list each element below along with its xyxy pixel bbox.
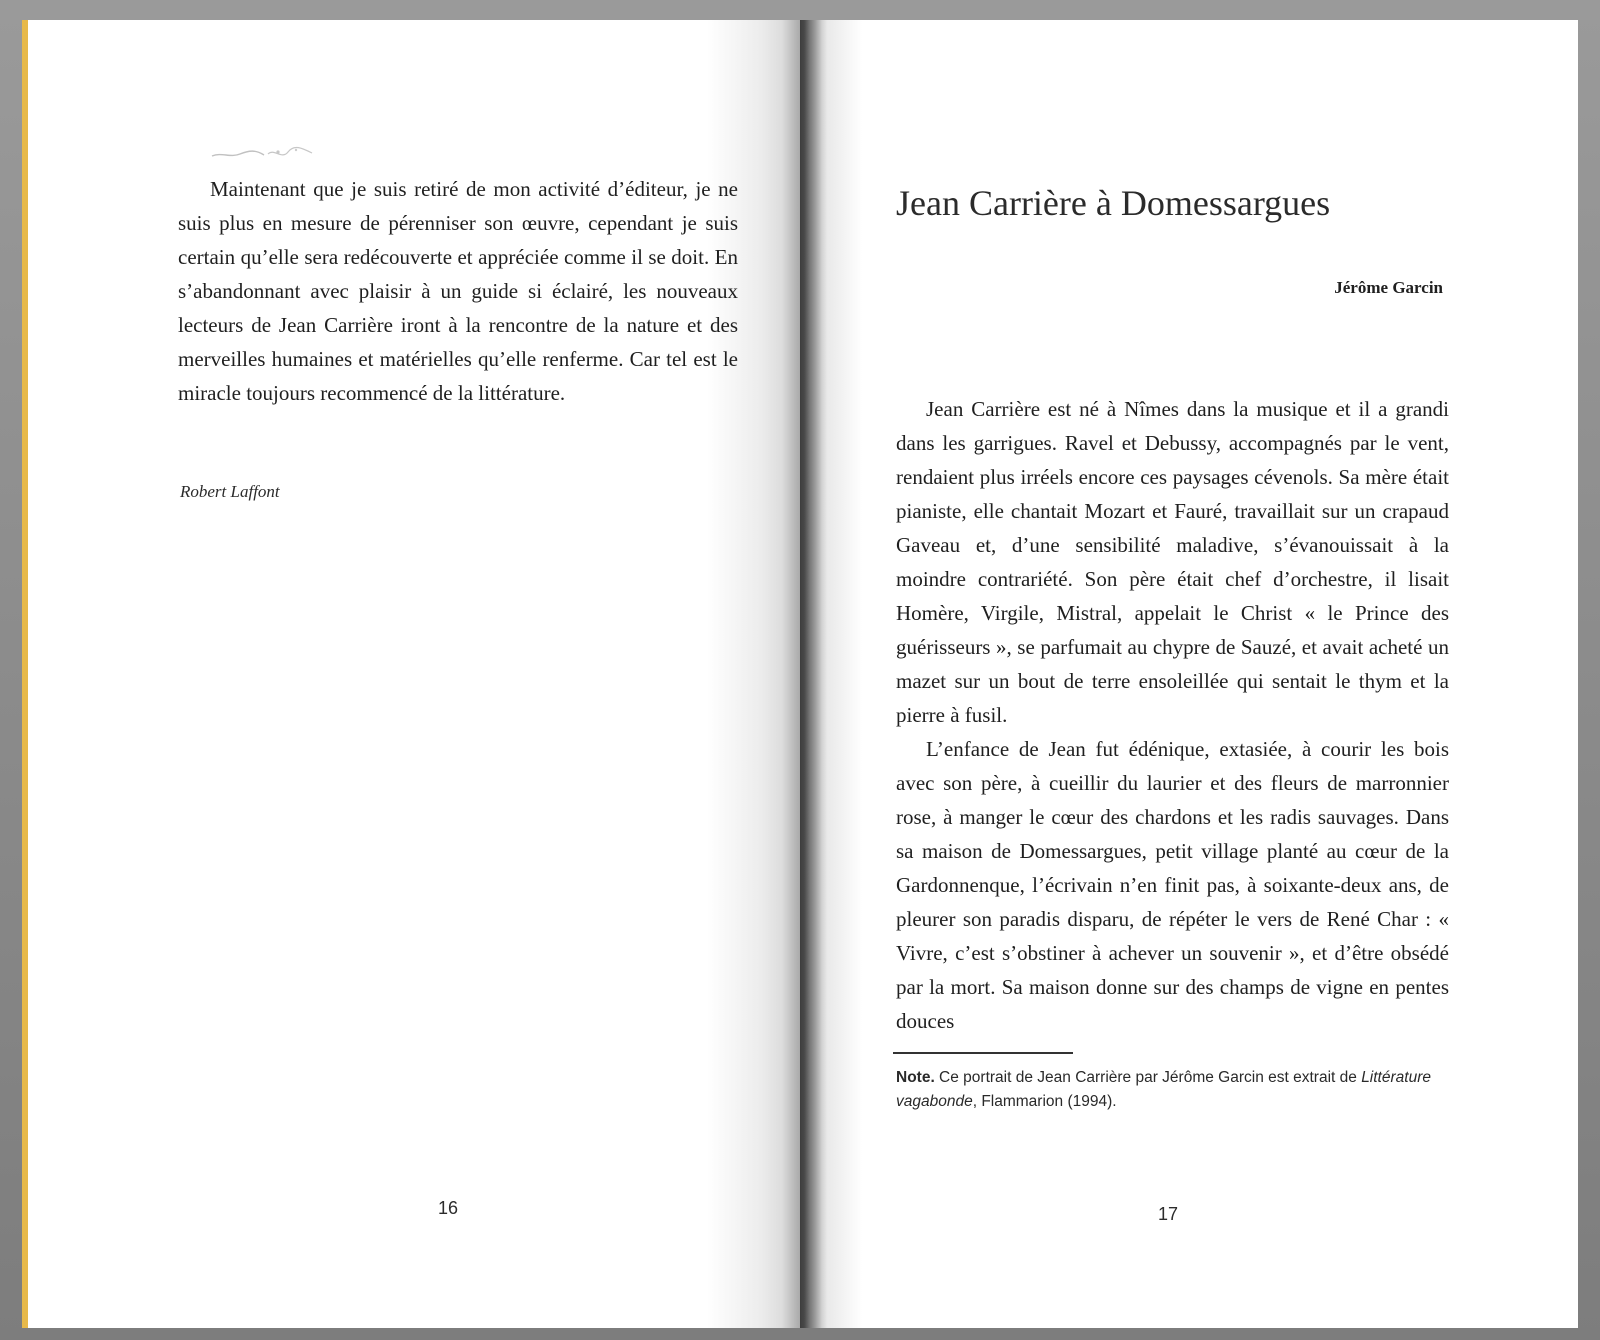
left-page	[22, 20, 800, 1328]
footnote-book-title: Littérature vagabonde	[896, 1069, 1431, 1110]
page-number-left: 16	[438, 1198, 459, 1218]
book-gutter	[782, 20, 822, 1328]
footnote-text: Ce portrait de Jean Carrière par Jérôme Garcin est extrait de	[934, 1069, 1362, 1086]
body-paragraph: Jean Carrière est né à Nîmes dans la musique et il a grandi dans les garrigues. Ravel et Debussy, accompagnés par le vent, rendaient plus irréels encore ces paysages cévenols. Sa mère était pianiste, elle chantait Mozart et Fauré, travaillait sur un crapaud Gaveau et, d’une sensibilité maladive, s’évanouissait à la moindre contrariété. Son père était chef d’orchestre, il lisait Homère, Virgile, Mistral, appelait le Christ « le Prince des guérisseurs », se parfumait au chypre de Sauzé, et avait acheté un mazet sur un bout de terre ensoleillée qui sentait le thym et la pierre à fusil.	[896, 397, 1449, 727]
ornament-flourish-icon	[208, 140, 318, 164]
page-number-right: 17	[1158, 1204, 1179, 1224]
right-page-body	[896, 392, 1449, 1038]
body-paragraph: L’enfance de Jean fut édénique, extasiée, à courir les bois avec son père, à cueillir du laurier et des fleurs de marronnier rose, à manger le cœur des chardons et les radis sauvages. Dans sa maison de Domessargues, petit village planté au cœur de la Gardonnenque, l’écrivain n’en finit pas, à soixante-deux ans, de pleurer son paradis disparu, de répéter le vers de René Char : « Vivre, c’est s’obstiner à achever un souvenir », et d’être obsédé par la mort. Sa maison donne sur des champs de vigne en pentes douces	[896, 737, 1449, 1033]
footnote-divider	[893, 1052, 1073, 1054]
open-book	[22, 20, 1580, 1328]
right-page	[800, 20, 1578, 1328]
footnote	[896, 1066, 1452, 1114]
signature: Robert Laffont	[180, 482, 280, 501]
left-page-body	[178, 172, 738, 410]
chapter-title: Jean Carrière à Domessargues	[896, 183, 1331, 223]
footnote-label: Note.	[896, 1069, 935, 1086]
closing-paragraph: Maintenant que je suis retiré de mon activité d’éditeur, je ne suis plus en mesure de pérenniser son œuvre, cependant je suis certain qu’elle sera redécouverte et appréciée comme il se doit. En s’abandonnant avec plaisir à un guide si éclairé, les nouveaux lecteurs de Jean Carrière iront à la rencontre de la nature et des merveilles humaines et matérielles qu’elle renferme. Car tel est le miracle toujours recommencé de la littérature.	[178, 177, 738, 405]
chapter-author: Jérôme Garcin	[1334, 278, 1443, 297]
footnote-text-end: , Flammarion (1994).	[972, 1093, 1117, 1110]
